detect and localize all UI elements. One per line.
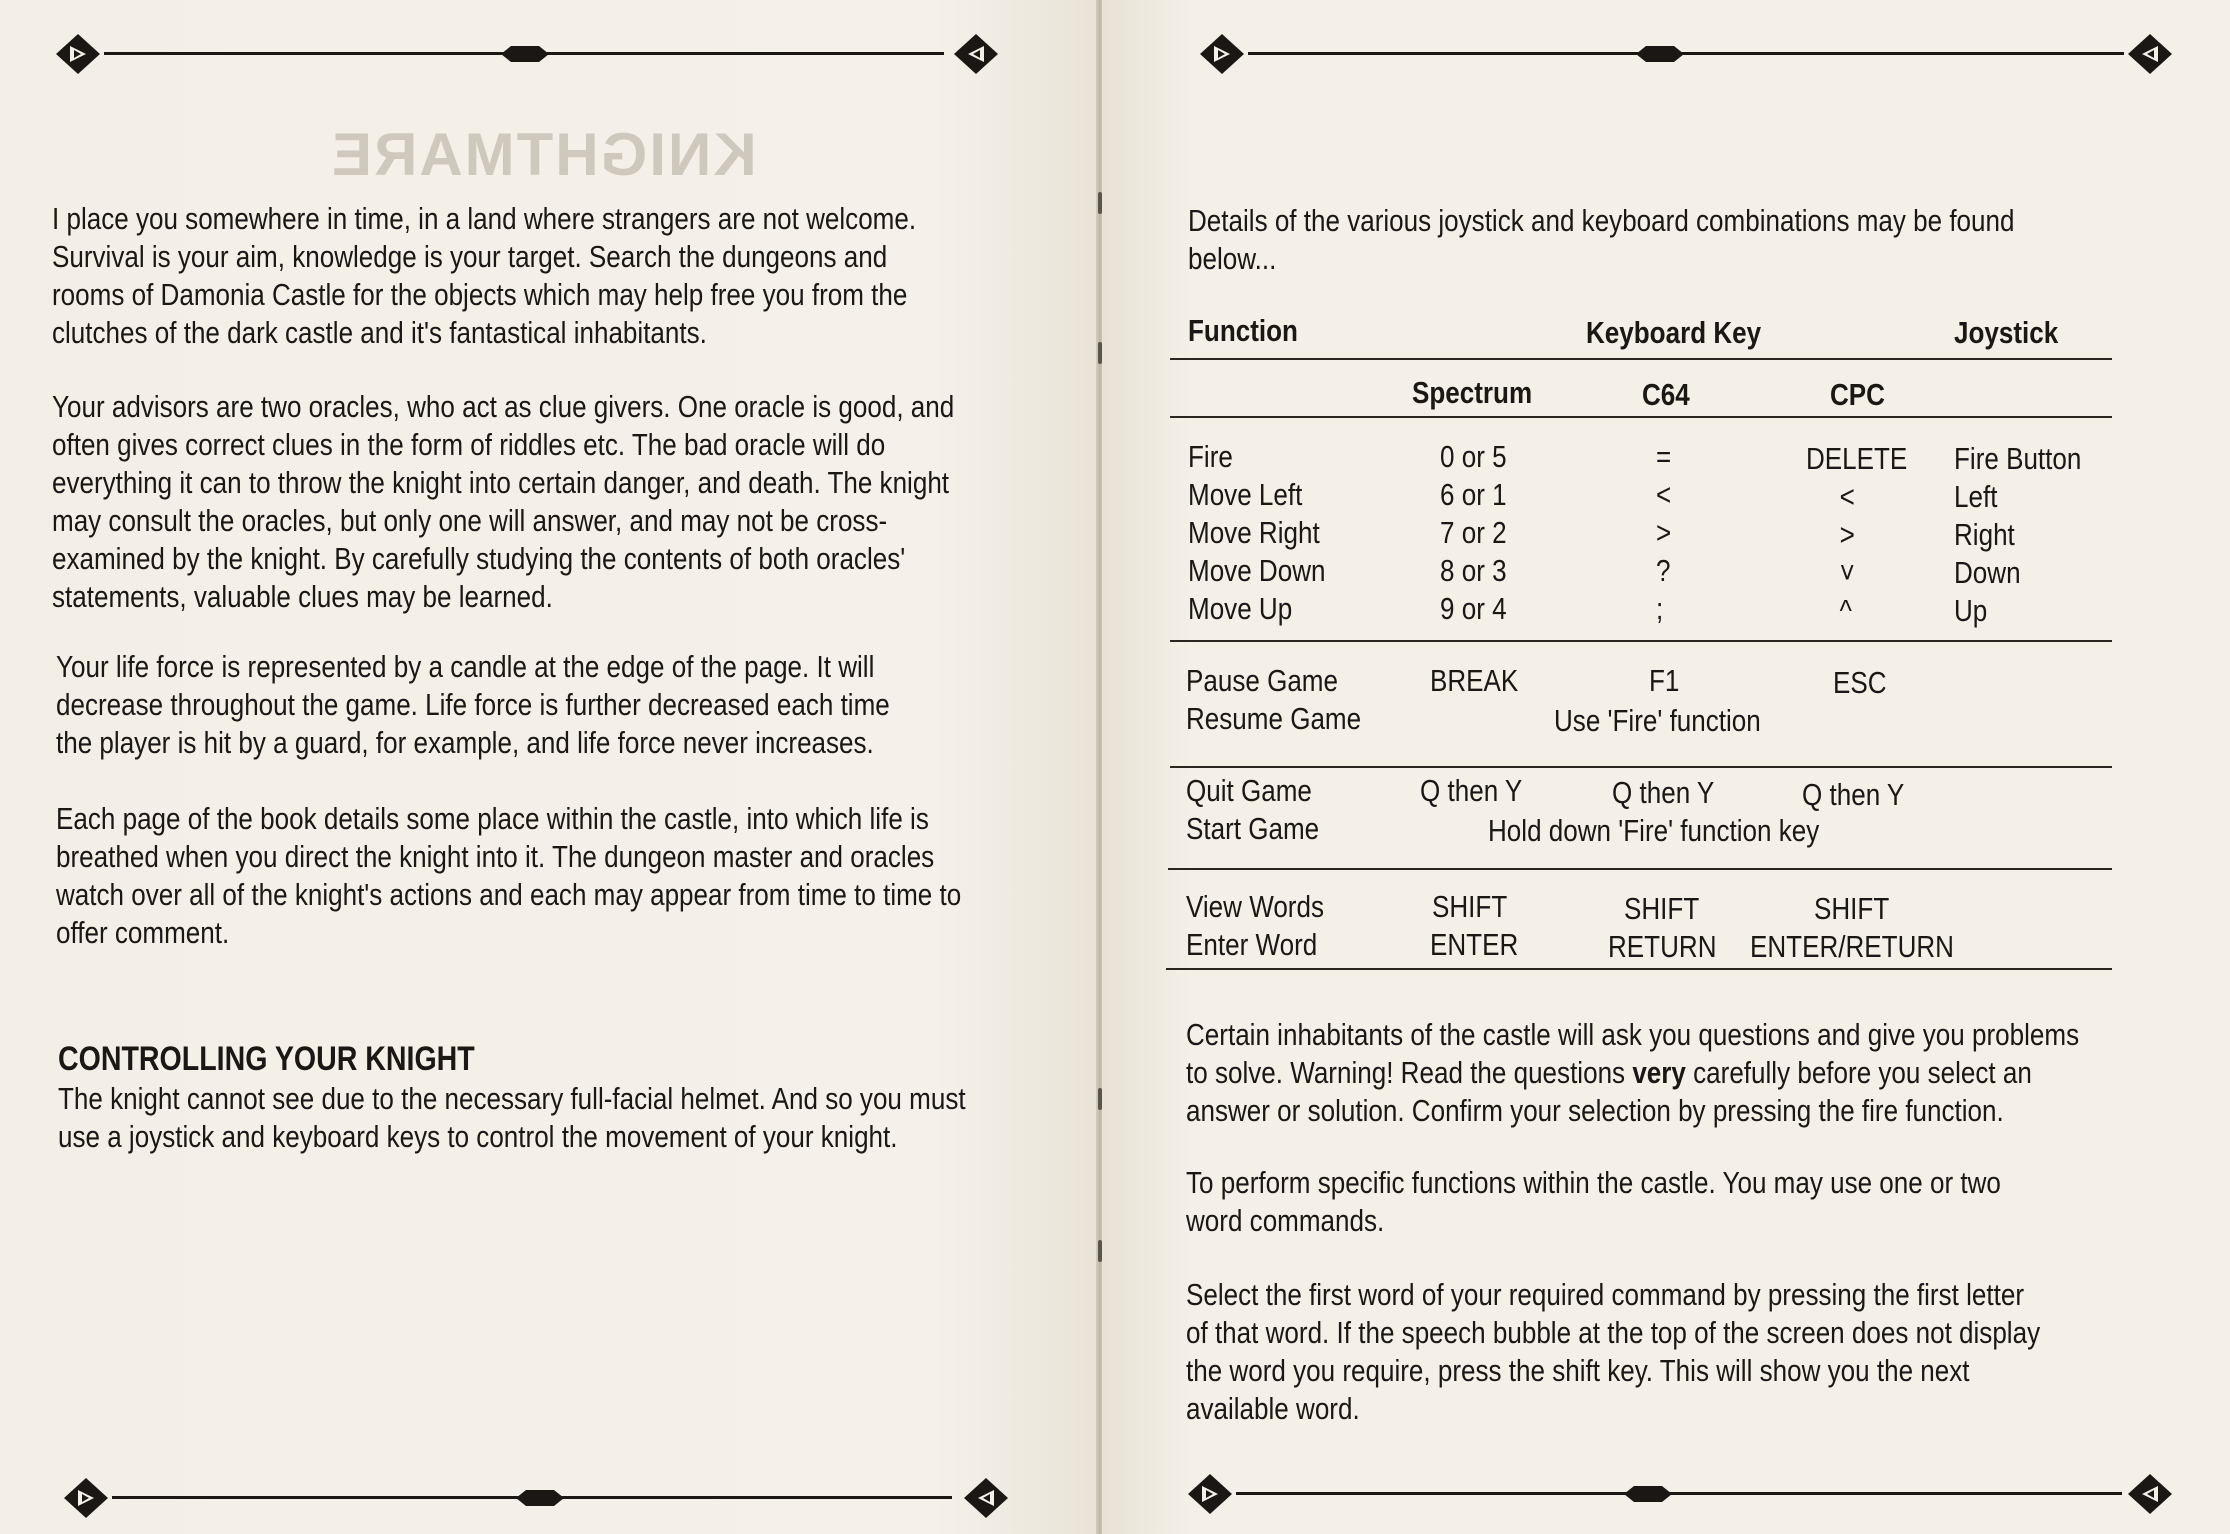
enter-spectrum: ENTER — [1430, 927, 1519, 962]
center-ornament-icon — [501, 46, 549, 62]
quit-spectrum: Q then Y — [1420, 773, 1523, 808]
bleed-through-mark: KNIGHTMARE — [330, 121, 757, 188]
oracles-paragraph: Your advisors are two oracles, who act as clue givers. One oracle is good, and often gives correct clues in the form of riddles etc. The bad oracle will do everything it can to throw the knight into certain danger, and death. The knight may consult the oracles, but only one will answer, and may not be cross- examined by the knight. By carefully studying the contents of both oracles' statements, valuable clues may be learned. — [52, 389, 955, 614]
header-cpc: CPC — [1830, 377, 1885, 412]
pause-cpc: ESC — [1833, 665, 1887, 700]
resume-all: Use 'Fire' function — [1554, 703, 1761, 738]
view-c64: SHIFT — [1624, 891, 1700, 926]
table-rule — [1170, 766, 2112, 768]
movement-c64-keys: = < > ? ; — [1656, 439, 1672, 626]
view-cpc: SHIFT — [1814, 891, 1890, 926]
center-ornament-icon — [1636, 46, 1684, 62]
start-function: Start Game — [1186, 811, 1320, 846]
header-c64: C64 — [1642, 377, 1690, 412]
center-ornament-icon — [1624, 1486, 1672, 1502]
table-rule — [1170, 640, 2112, 642]
movement-functions: Fire Move Left Move Right Move Down Move Up — [1188, 439, 1326, 626]
select-word-paragraph: Select the first word of your required command by pressing the first letter of that word. If the speech bubble at the top of the screen does not display the word you require, press the shift key. This will show you the next available word. — [1186, 1277, 2041, 1426]
start-all: Hold down 'Fire' function key — [1488, 813, 1820, 848]
section-heading: CONTROLLING YOUR KNIGHT — [58, 1040, 475, 1078]
diamond-ornament-icon — [954, 34, 998, 74]
pause-function: Pause Game — [1186, 663, 1338, 698]
diamond-ornament-icon — [2128, 1474, 2172, 1514]
header-function: Function — [1188, 313, 1298, 348]
diamond-ornament-icon — [1188, 1474, 1232, 1514]
diamond-ornament-icon — [1200, 34, 1244, 74]
enter-cpc: ENTER/RETURN — [1750, 929, 1954, 964]
table-rule — [1170, 416, 2112, 418]
table-rule — [1170, 358, 2112, 360]
table-rule — [1168, 868, 2112, 870]
header-spectrum: Spectrum — [1412, 375, 1533, 410]
diamond-ornament-icon — [56, 34, 100, 74]
quit-function: Quit Game — [1186, 773, 1312, 808]
questions-paragraph: Certain inhabitants of the castle will ask you questions and give you problems to solve. Warning! Read the questions very carefully before you select an answer or solution. Confirm your selection by pressing the fire function. — [1186, 1017, 2080, 1128]
diamond-ornament-icon — [64, 1478, 108, 1518]
diamond-ornament-icon — [964, 1478, 1008, 1518]
enter-function: Enter Word — [1186, 927, 1318, 962]
intro-paragraph: I place you somewhere in time, in a land where strangers are not welcome. Survival is your aim, knowledge is your target. Search the dungeons and rooms of Damonia Castle for the objects which may help free you from the clutches of the dark castle and it's fantastical inhabitants. — [52, 201, 917, 350]
bottom-ornament-border — [0, 1470, 1098, 1526]
commands-paragraph: To perform specific functions within the castle. You may use one or two word commands. — [1186, 1165, 2001, 1238]
quit-c64: Q then Y — [1612, 775, 1715, 810]
top-ornament-border — [0, 26, 1098, 82]
table-intro: Details of the various joystick and keyboard combinations may be found below... — [1188, 203, 2015, 276]
header-joystick: Joystick — [1954, 315, 2059, 350]
movement-joystick: Fire Button Left Right Down Up — [1954, 441, 2082, 628]
bottom-ornament-border — [1102, 1466, 2230, 1522]
resume-function: Resume Game — [1186, 701, 1362, 736]
life-force-paragraph: Your life force is represented by a candle at the edge of the page. It will decrease throughout the game. Life force is further decreased each time the player is hit by a guard, for example, and life force never increases. — [56, 649, 890, 760]
header-keyboard: Keyboard Key — [1586, 315, 1762, 350]
controlling-paragraph: The knight cannot see due to the necessary full-facial helmet. And so you must use a joystick and keyboard keys to control the movement of your knight. — [58, 1081, 966, 1154]
view-spectrum: SHIFT — [1432, 889, 1508, 924]
right-page — [1102, 0, 2230, 1534]
table-rule — [1166, 968, 2112, 970]
center-ornament-icon — [516, 1490, 564, 1506]
pause-c64: F1 — [1649, 663, 1680, 698]
diamond-ornament-icon — [2128, 34, 2172, 74]
movement-cpc-keys: DELETE < > ˅ ^ — [1806, 441, 1908, 628]
enter-c64: RETURN — [1608, 929, 1717, 964]
top-ornament-border — [1102, 26, 2230, 82]
movement-spectrum-keys: 0 or 5 6 or 1 7 or 2 8 or 3 9 or 4 — [1440, 439, 1507, 626]
quit-cpc: Q then Y — [1802, 777, 1905, 812]
book-pages-paragraph: Each page of the book details some place within the castle, into which life is breathed when you direct the knight into it. The dungeon master and oracles watch over all of the knight's actions and each may appear from time to time to offer comment. — [56, 801, 962, 950]
pause-spectrum: BREAK — [1430, 663, 1519, 698]
view-function: View Words — [1186, 889, 1324, 924]
left-page — [0, 0, 1098, 1534]
